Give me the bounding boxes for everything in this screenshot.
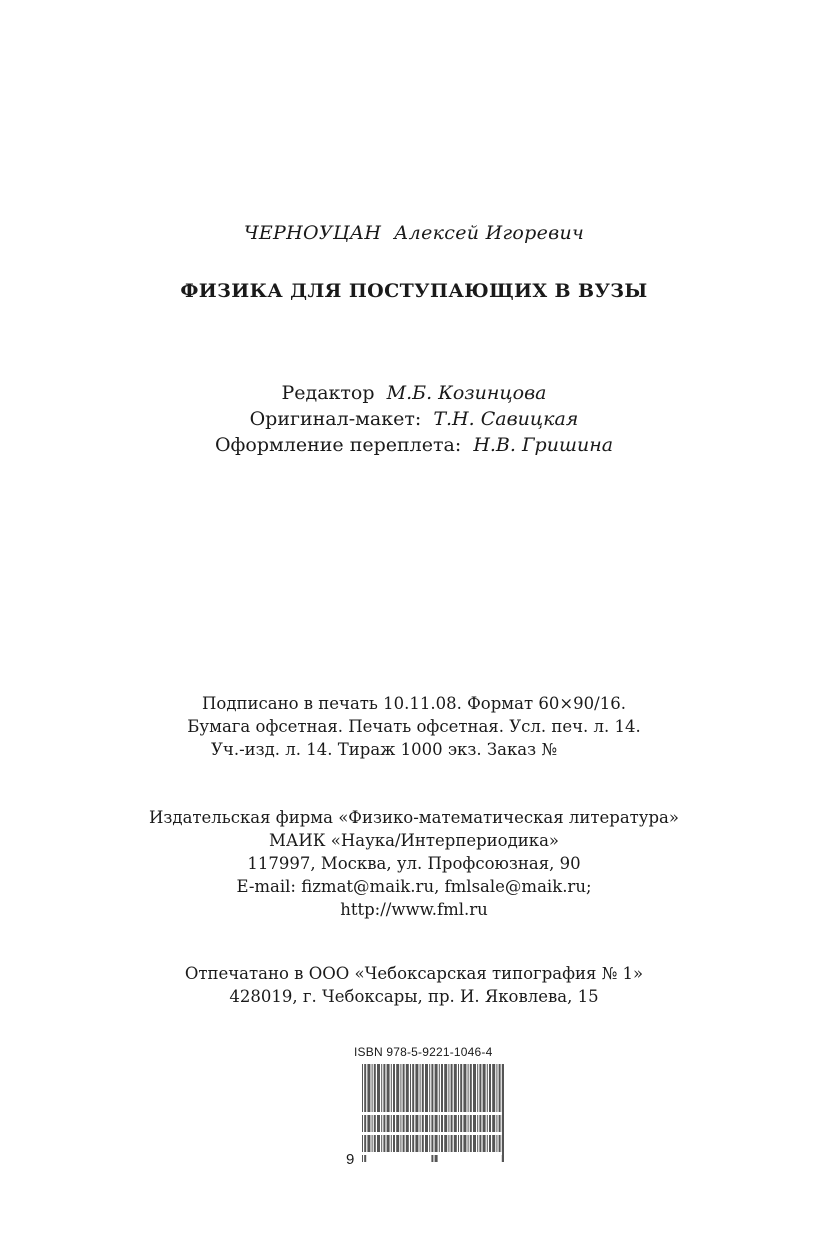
author-surname: ЧЕРНОУЦАН	[243, 222, 382, 244]
credit-role: Оригинал-макет:	[249, 408, 422, 430]
barcode-bar	[454, 1064, 457, 1152]
barcode-bar	[396, 1064, 399, 1152]
barcode-bar	[489, 1064, 491, 1152]
barcode-bar	[420, 1064, 421, 1152]
barcode-bar	[477, 1064, 478, 1152]
publisher-email: E-mail: fizmat@maik.ru, fmlsale@maik.ru;	[236, 877, 592, 896]
isbn-barcode	[344, 1062, 504, 1166]
barcode-bar	[492, 1064, 495, 1152]
imprint-line: Уч.-изд. л. 14. Тираж 1000 экз. Заказ №	[211, 740, 557, 759]
barcode-bar	[473, 1064, 476, 1152]
barcode-bar	[496, 1064, 497, 1152]
barcode-band	[360, 1132, 502, 1135]
credit-name: Н.В. Гришина	[473, 434, 614, 456]
barcode-bar	[499, 1064, 501, 1152]
credit-layout	[0, 406, 828, 432]
barcode-bar	[383, 1064, 385, 1152]
author-line	[0, 222, 828, 244]
printer-address: 428019, г. Чебоксары, пр. И. Яковлева, 15	[229, 987, 599, 1006]
barcode-bar	[502, 1064, 504, 1162]
imprint-line: Бумага офсетная. Печать офсетная. Усл. печ. л. 14.	[187, 717, 641, 736]
credit-editor	[0, 380, 828, 406]
barcode-band	[360, 1112, 502, 1115]
barcode-band	[360, 1152, 502, 1155]
barcode-bar	[393, 1064, 395, 1152]
barcode-bar	[377, 1064, 380, 1152]
publisher-line: МАИК «Наука/Интерпериодика»	[268, 831, 560, 850]
barcode-bar	[487, 1064, 488, 1152]
barcode-bar	[448, 1064, 449, 1152]
barcode-bars	[360, 1064, 504, 1162]
credit-cover-design	[0, 432, 828, 458]
publisher-address: 117997, Москва, ул. Профсоюзная, 90	[247, 854, 581, 873]
barcode-bar	[458, 1064, 459, 1152]
barcode-bar	[451, 1064, 453, 1152]
barcode-bar	[415, 1064, 418, 1152]
barcode-bar	[374, 1064, 376, 1152]
barcode-bar	[367, 1064, 370, 1152]
barcode-bar	[422, 1064, 424, 1152]
barcode-bar	[483, 1064, 486, 1152]
barcode-bar	[470, 1064, 472, 1152]
barcode-bar	[460, 1064, 462, 1152]
barcode-bar	[441, 1064, 443, 1152]
credit-name: Т.Н. Савицкая	[433, 408, 579, 430]
barcode-bar	[412, 1064, 414, 1152]
isbn-label: ISBN 978-5-9221-1046-4	[354, 1045, 493, 1059]
barcode-bar	[372, 1064, 373, 1152]
publisher-line: Издательская фирма «Физико-математическая литература»	[149, 808, 679, 827]
printer-block	[0, 962, 828, 1008]
barcode-bar	[387, 1064, 390, 1152]
credit-role: Редактор	[281, 382, 375, 404]
barcode-bar	[429, 1064, 430, 1152]
credit-name: М.Б. Козинцова	[386, 382, 547, 404]
barcode-bar	[479, 1064, 481, 1152]
credit-role: Оформление переплета:	[214, 434, 462, 456]
imprint-block	[0, 692, 828, 761]
barcode-bar	[391, 1064, 392, 1152]
book-title: ФИЗИКА ДЛЯ ПОСТУПАЮЩИХ В ВУЗЫ	[180, 280, 648, 302]
barcode-bar	[425, 1064, 428, 1152]
credits-block	[0, 380, 828, 458]
barcode-lead-digit: 9	[346, 1151, 355, 1166]
barcode-bar	[410, 1064, 411, 1152]
barcode-bar	[444, 1064, 447, 1152]
barcode-bar	[381, 1064, 382, 1152]
barcode-bar	[403, 1064, 405, 1152]
publisher-block	[0, 806, 828, 921]
printer-line: Отпечатано в ООО «Чебоксарская типография № 1»	[184, 964, 644, 983]
imprint-line: Подписано в печать 10.11.08. Формат 60×90/16.	[202, 694, 626, 713]
barcode-bar	[463, 1064, 466, 1152]
barcode-bar	[468, 1064, 469, 1152]
barcode-bar	[439, 1064, 440, 1152]
barcode-bar	[406, 1064, 409, 1152]
publisher-website: http://www.fml.ru	[340, 900, 488, 919]
author-given-name: Алексей Игоревич	[393, 222, 585, 244]
barcode-bar	[400, 1064, 401, 1152]
